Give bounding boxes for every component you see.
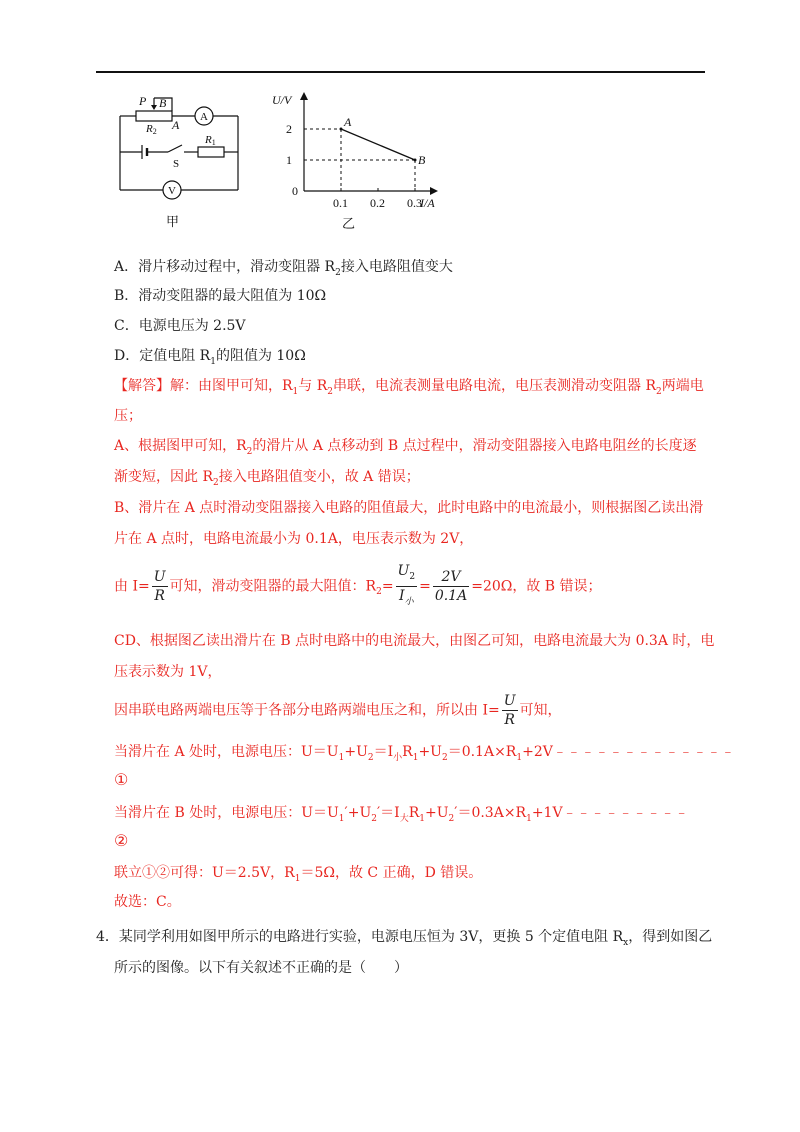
u-i-graph	[268, 88, 448, 234]
equation-1: 当滑片在 A 处时，电源电压：$U=U_1+U_2=I_小R_1+U_2=0.1A\times R_1+2V﹣﹣﹣﹣﹣﹣﹣﹣﹣﹣﹣﹣﹣$	[114, 744, 735, 763]
label-p: P	[139, 94, 147, 108]
analysis-b-1: B、滑片在 A 点时滑动变阻器接入电路的阻值最大，此时电路中的电流最小，则根据图乙读出滑	[114, 500, 704, 516]
final-choice: 故选：C。	[114, 894, 181, 910]
origin-label: 0	[292, 184, 298, 198]
point-a-label: A	[344, 115, 352, 129]
option-d: D．定值电阻 $R_1$的阻值为 10Ω	[114, 348, 306, 367]
analysis-b-2: 片在 A 点时，电路电流最小为 0.1A，电压表示数为 2V，	[114, 531, 474, 547]
point-a	[340, 128, 343, 131]
answer-intro: 【解答】解：由图甲可知，$R_1$与 $R_2$串联，电流表测量电路电流，电压表测滑动变阻器 $R_2$两端电	[114, 378, 704, 397]
x-axis-label: I/A	[420, 196, 435, 210]
question-4-line-1: 4．某同学利用如图甲所示的电路进行实验，电源电压恒为 3V，更换 5 个定值电阻 $R_x$，得到如图乙	[96, 929, 713, 948]
analysis-a-2: 渐变短，因此 $R_2$接入电路阻值变小，故 A 错误；	[114, 469, 420, 488]
option-b: B．滑动变阻器的最大阻值为 10Ω	[114, 288, 327, 304]
ammeter-label: A	[200, 111, 208, 123]
x-tick-label: 0.2	[370, 196, 385, 210]
graph-caption: 乙	[342, 217, 356, 232]
point-b	[414, 159, 417, 162]
y-tick-label: 1	[286, 153, 292, 167]
analysis-cd-1: CD、根据图乙读出滑片在 B 点时电路中的电流最大，由图乙可知，电路电流最大为 0.3A 时，电	[114, 633, 715, 649]
circuit-diagram	[110, 92, 250, 232]
y-tick-label: 2	[286, 122, 292, 136]
equation-2-mark: ②	[114, 831, 129, 850]
resistor-r1	[198, 147, 224, 157]
equation-2: 当滑片在 B 处时，电源电压：$U=U_1'+U_2'=I_大R_1+U_2'=0.3A\times R_1+1V﹣﹣﹣﹣﹣﹣﹣﹣﹣$	[114, 805, 689, 824]
label-r2: R2	[146, 123, 157, 136]
label-a: A	[172, 118, 180, 132]
label-b: B	[159, 96, 167, 110]
label-s: S	[173, 158, 180, 170]
option-a: A．滑片移动过程中，滑动变阻器 $R_2$接入电路阻值变大	[114, 259, 453, 278]
label-r1: R1	[205, 134, 216, 147]
question-4-line-2: 所示的图像。以下有关叙述不正确的是（ ）	[114, 960, 408, 976]
circuit-caption: 甲	[166, 215, 180, 230]
voltmeter-label: V	[168, 185, 176, 197]
analysis-a-1: A、根据图甲可知，$R_2$的滑片从 A 点移动到 B 点过程中，滑动变阻器接入电路电阻丝的长度逐	[114, 438, 697, 457]
x-tick-label: 0.3	[407, 196, 422, 210]
equation-1-mark: ①	[114, 770, 129, 789]
series-line	[341, 129, 415, 160]
formula-line-2: 因串联电路两端电压等于各部分电路两端电压之和，所以由 I= $\frac{U}{R}$ 可知，	[114, 693, 562, 728]
point-b-label: B	[418, 153, 426, 167]
x-tick-label: 0.1	[333, 196, 348, 210]
formula-line-1: 由 I= $\frac{U}{R}$ 可知，滑动变阻器的最大阻值：$R_2=$ $\frac{U_2}{I_小}$ = $\frac{2V}{0.1A}$ =20Ω，故 B 错误；	[114, 563, 602, 607]
solution-line: 联立①②可得：U＝2.5V，$R_1=5\Omega$，故 C 正确，D 错误。	[114, 865, 483, 884]
option-c: C．电源电压为 2.5V	[114, 318, 246, 334]
header-rule	[96, 71, 705, 73]
y-axis-label: U/V	[272, 93, 292, 107]
analysis-cd-2: 压表示数为 1V，	[114, 664, 222, 680]
rheostat-r2	[136, 111, 172, 121]
answer-intro-cont: 压；	[114, 408, 142, 424]
